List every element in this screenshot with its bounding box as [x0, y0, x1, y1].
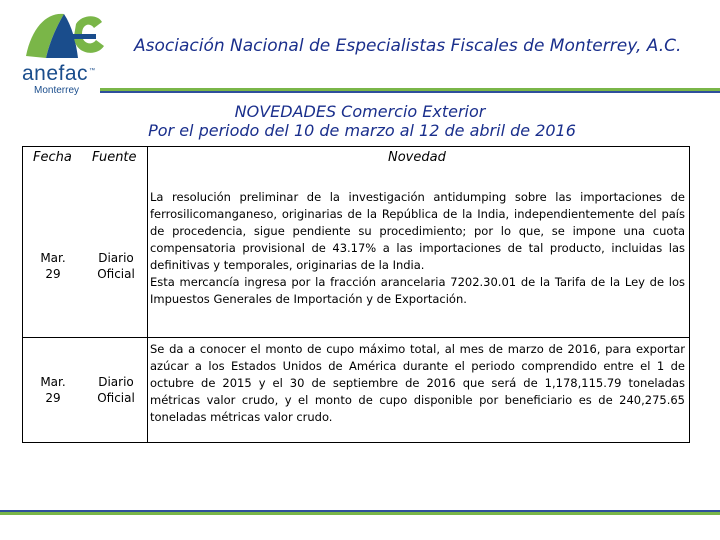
row-1-novedad — [150, 189, 685, 308]
row-1-fecha-month: Mar. — [40, 251, 66, 265]
row-1-novedad-paragraph-1: La resolución preliminar de la investigación antidumping sobre las importaciones de ferrosilicomanganeso, originarias de la República de la India, independientemente del país de procedencia, sigue pendiente su procedimiento; por lo que, se impone una cuota compensatoria provisional de 43.17% a las importaciones de tal producto, incluidas las definitivas y temporales, originarias de la India. — [150, 190, 685, 272]
row-1-fuente — [92, 250, 140, 282]
logo-subtitle: Monterrey — [34, 85, 80, 96]
report-period: Por el periodo del 10 de marzo al 12 de abril de 2016 — [148, 121, 576, 140]
row-2-novedad-paragraph-1: Se da a conocer el monto de cupo máximo total, al mes de marzo de 2016, para exportar azúcar a los Estados Unidos de América durante el periodo comprendido entre el 1 de octubre de 2015 y el 30 de septiembre de 2016 que será de 1,178,115.79 toneladas métricas valor crudo, y el monto de cupo disponible por beneficiario es de 240,275.65 toneladas métricas valor crudo. — [150, 342, 685, 424]
column-header-fecha: Fecha — [33, 150, 72, 165]
row-2-fecha — [32, 374, 74, 406]
logo-trademark: ™ — [89, 68, 96, 74]
organization-title: Asociación Nacional de Especialistas Fiscales de Monterrey, A.C. — [134, 36, 682, 56]
anefac-logo — [20, 6, 110, 96]
column-header-fuente: Fuente — [92, 150, 137, 165]
row-1-fuente-line1: Diario — [98, 251, 134, 265]
logo-wordmark — [22, 62, 96, 86]
header-band-blue — [100, 91, 720, 93]
row-1-fuente-line2: Oficial — [97, 267, 135, 281]
row-1-fecha — [32, 250, 74, 282]
row-2-fuente — [92, 374, 140, 406]
table-divider — [147, 146, 148, 443]
row-2-fecha-month: Mar. — [40, 375, 66, 389]
row-2-fecha-day: 29 — [45, 391, 61, 405]
row-1-novedad-paragraph-2: Esta mercancía ingresa por la fracción arancelaria 7202.30.01 de la Tarifa de la Ley de los Impuestos Generales de Importación y de Exportación. — [150, 275, 685, 306]
row-2-novedad — [150, 341, 685, 426]
anefac-emblem-icon — [20, 6, 110, 66]
row-1-fecha-day: 29 — [45, 267, 61, 281]
logo-wordmark-text: anefac — [22, 62, 89, 85]
row-2-fuente-line2: Oficial — [97, 391, 135, 405]
column-header-novedad: Novedad — [388, 150, 446, 165]
row-2-fuente-line1: Diario — [98, 375, 134, 389]
report-title: NOVEDADES Comercio Exterior — [234, 102, 486, 121]
table-row-divider — [22, 337, 690, 338]
footer-band-green — [0, 512, 720, 515]
